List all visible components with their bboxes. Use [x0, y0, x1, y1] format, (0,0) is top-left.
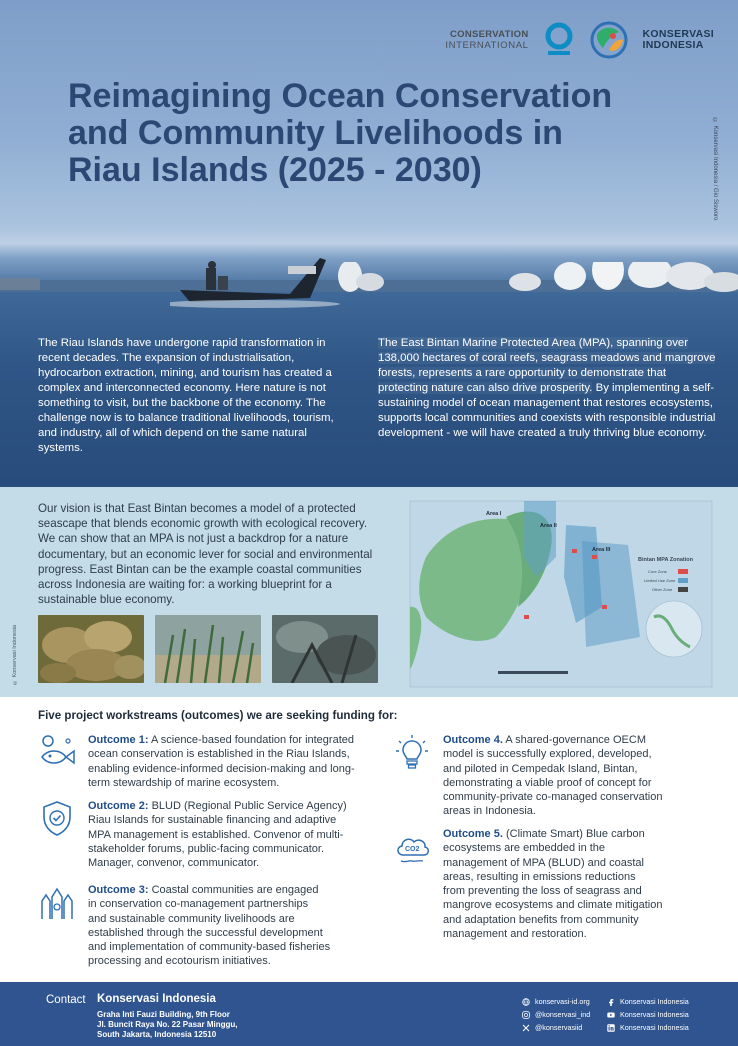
map-legend-limited: Limited Use Zone [644, 578, 676, 583]
outcome-2-text: Outcome 2: BLUD (Regional Public Service Agency) Riau Islands for sustainable financing and adaptive MPA management is established. Convenor of multi- stakeholder forums, public-facing communicator. Manager, convenor, communicator. [88, 800, 347, 870]
mpa-highlight-text: The East Bintan Marine Protected Area (MPA), spanning over 138,000 hectares of coral reefs, seagrass meadows and mangrove forests, represents a rare opportunity to demonstrate that protecting nature can also drive prosperity. [378, 337, 716, 394]
lightbulb-icon [393, 733, 431, 771]
map-legend-core-swatch [678, 569, 688, 574]
linkedin-link[interactable]: Konservasi Indonesia [607, 1021, 689, 1034]
mpa-body-text: By implementing a self-sustaining model of ocean management that restores ecosystems, supports local communities and coexists with responsible industrial development - we will have created a truly thriving blue economy. [378, 382, 716, 439]
contact-footer [0, 982, 738, 1046]
instagram-icon [522, 1011, 530, 1019]
globe-icon [522, 998, 530, 1006]
fish-research-icon [38, 733, 76, 771]
map-legend-limited-swatch [678, 578, 688, 583]
co2-cloud-icon [393, 827, 431, 865]
hero-photo-credit: © Konservasi Indonesia / Gio Sisworo [712, 118, 718, 221]
outcomes-heading: Five project workstreams (outcomes) we are seeking funding for: [38, 709, 398, 722]
map-legend-title: Bintan MPA Zonation [638, 557, 693, 563]
boat-image [170, 248, 340, 310]
facebook-icon [607, 998, 615, 1006]
youtube-icon [607, 1011, 615, 1019]
map-legend-other: Other Zone [652, 587, 673, 592]
youtube-link[interactable]: Konservasi Indonesia [607, 1008, 689, 1021]
hero-section [0, 0, 738, 487]
vision-paragraph: Our vision is that East Bintan becomes a model of a protected seascape that blends economic growth with ecological recovery. We can show that an MPA is not just a backdrop for a nature documentary, but an economic lever for social and environmental progress. East Bintan can be the example coastal communities across Indonesia are waiting for: a working blueprint for a sustainable blue economy. [38, 502, 373, 607]
konservasi-indonesia-wordmark: KONSERVASI INDONESIA [642, 28, 714, 51]
contact-address: Graha Inti Fauzi Building, 9th Floor Jl. Buncit Raya No. 22 Pasar Minggu, South Jakarta, Indonesia 12510 [97, 1010, 238, 1039]
shore-rocks-image [0, 262, 738, 292]
outcome-5-text: Outcome 5. (Climate Smart) Blue carbon ecosystems are embedded in the management of MPA (BLUD) and coastal areas, resulting in emissions reductions from preventing the loss of seagrass and mangrove ecosystems and climate mitigation and adaptation benefits from community management and restoration. [443, 828, 663, 941]
vision-section [0, 487, 738, 697]
coral-photo [38, 615, 144, 683]
facebook-link[interactable]: Konservasi Indonesia [607, 995, 689, 1008]
map-area1-label: Area I [486, 511, 502, 517]
bintan-mpa-zonation-map [406, 497, 716, 691]
svg-text:CO2: CO2 [405, 846, 420, 853]
intro-paragraph-left: The Riau Islands have undergone rapid transformation in recent decades. The expansion of industrialisation, hydrocarbon extraction, mining, and tourism has created a complex and interconnected economy. Here nature is not something to visit, but the backbone of the economy. The challenge now is to balance traditional livelihoods, tourism, and industry, all of which depend on the same natural systems. [38, 337, 334, 454]
outcome-1-text: Outcome 1: A science-based foundation for integrated ocean conservation is established in the Riau Islands, enabling evidence-informed decision-making and long- term stewardship of marine ecosystem. [88, 734, 355, 789]
page-title: Reimagining Ocean Conservation and Community Livelihoods in Riau Islands (2025 - 2030) [68, 77, 613, 189]
footer-links-right [607, 995, 689, 1034]
outcome-3-text: Outcome 3: Coastal communities are engaged in conservation co-management partnerships and sustainable community livelihoods are established through the successful development and implementation of community-based fisheries processing and ecotourism initiatives. [88, 884, 331, 968]
x-link[interactable]: @konservasiid [522, 1021, 590, 1034]
vision-photo-credit: © Konservasi Indonesia [12, 624, 18, 685]
partner-logos [445, 18, 714, 62]
website-link[interactable]: konservasi-id.org [522, 995, 590, 1008]
mangrove-photo [272, 615, 378, 683]
map-area3-label: Area III [592, 547, 611, 553]
konservasi-indonesia-logo-icon [589, 20, 629, 60]
map-scale-bar [498, 671, 568, 674]
intro-paragraph-right [378, 336, 718, 441]
map-inset-globe [646, 601, 702, 657]
linkedin-icon [607, 1024, 615, 1032]
conservation-international-wordmark: CONSERVATION INTERNATIONAL [445, 29, 529, 51]
seagrass-photo [155, 615, 261, 683]
map-legend-core: Core Zone [648, 569, 667, 574]
contact-org-name: Konservasi Indonesia [97, 993, 216, 1005]
x-icon [522, 1024, 530, 1032]
contact-label: Contact [46, 994, 86, 1006]
conservation-international-logo-icon [543, 22, 575, 58]
outcome-4-text: Outcome 4. A shared-governance OECM model is successfully explored, developed, and piloted in Cempedak Island, Bintan, demonstrating a viable proof of concept for community-private co-managed conservation areas in Indonesia. [443, 734, 663, 818]
footer-links-left [522, 995, 590, 1034]
outcomes-section [0, 697, 738, 982]
map-area2-label: Area II [540, 523, 557, 529]
map-legend-other-swatch [678, 587, 688, 592]
instagram-link[interactable]: @konservasi_ind [522, 1008, 590, 1021]
community-hands-icon [38, 883, 76, 921]
shield-check-icon [38, 799, 76, 837]
